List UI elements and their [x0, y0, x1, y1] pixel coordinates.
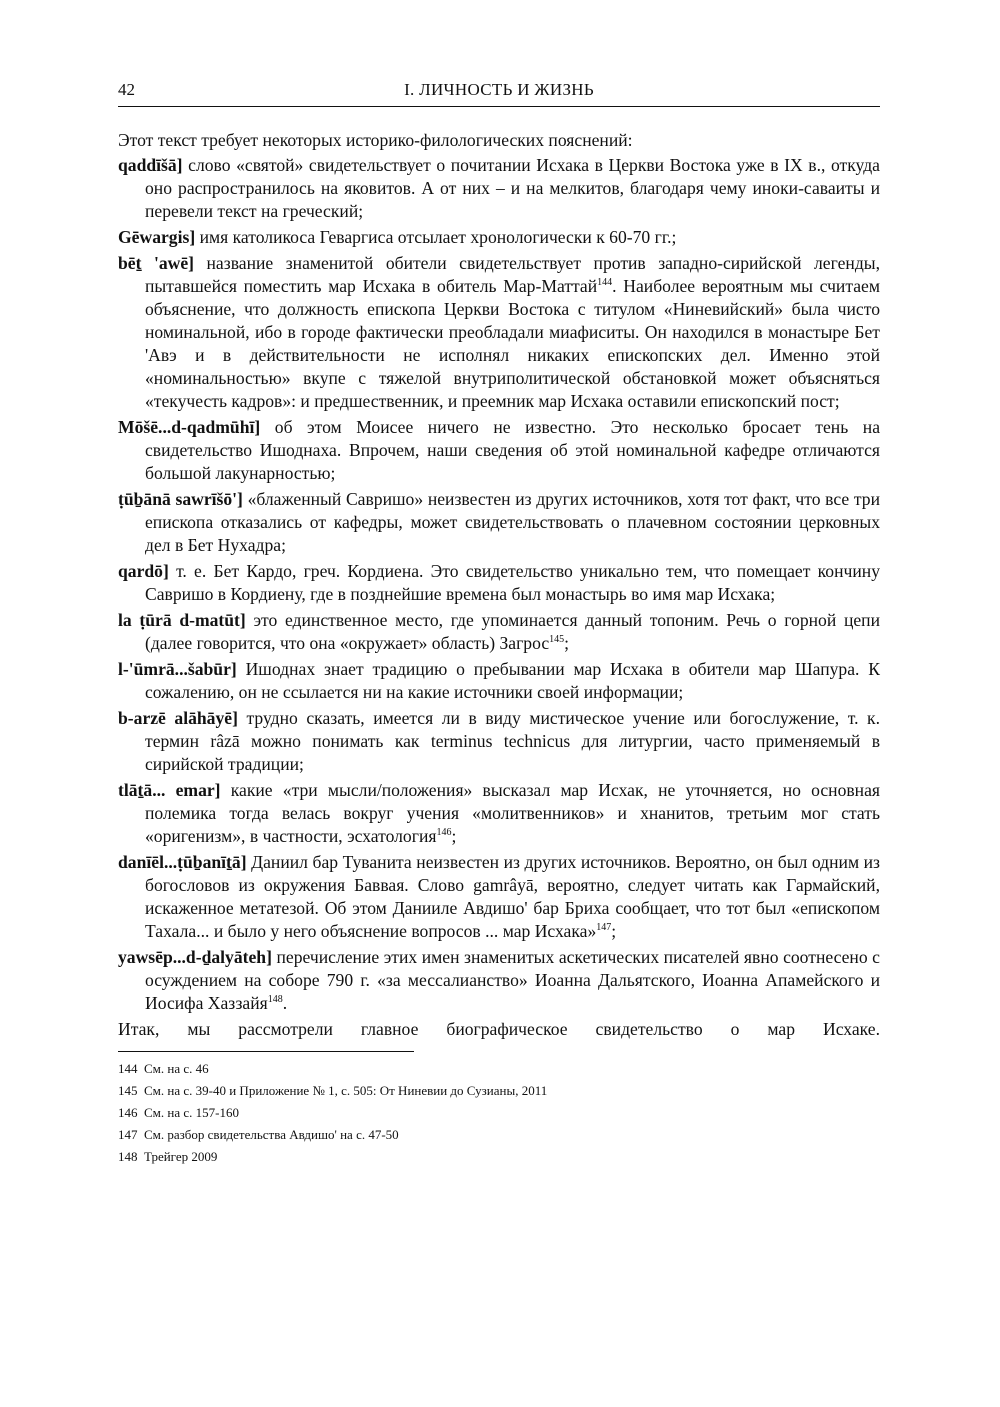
footnote [118, 1146, 880, 1168]
commentary-entry [118, 560, 880, 606]
commentary-entry [118, 416, 880, 485]
footnote-reference[interactable]: 144 [597, 277, 613, 289]
entry-text: «блаженный Савришо» неизвестен из других источников, хотя тот факт, что все три епископа отказались от кафедры, может свидетельствовать о плачевном состоянии церковных дел в Бет Нухадра; [145, 489, 881, 555]
footnote [118, 1080, 880, 1102]
book-page [118, 78, 880, 1168]
commentary-entry [118, 226, 880, 249]
entry-text: Ишоднах знает традицию о пребывании мар Исхака в обители мар Шапура. К сожалению, он не ссылается ни на какие источники своей информации; [145, 659, 880, 702]
footnote-number: 147 [118, 1127, 138, 1142]
footnote-reference[interactable]: 148 [267, 994, 283, 1006]
commentary-entry [118, 154, 880, 223]
entry-text: об этом Моисее ничего не известно. Это несколько бросает тень на свидетельство Ишоднаха. Впрочем, наши сведения об этой номинальной кафедре отличаются большой лакунарностью; [145, 417, 880, 483]
entry-text: т. е. Бет Кардо, греч. Кордиена. Это свидетельство уникально тем, что помещает кончину Савришо в Кордиену, где в позднейшие времена был монастырь во имя мар Исхака; [145, 561, 880, 604]
intro-paragraph: Этот текст требует некоторых историко-филологических пояснений: [118, 130, 633, 150]
entry-text: трудно сказать, имеется ли в виду мистическое учение или богослужение, т. к. термин râzā можно понимать как terminus technicus для литургии, часто применяемый в сирийской традиции; [145, 708, 880, 774]
footnote-number: 144 [118, 1061, 138, 1076]
entry-lemma: ṭūḇānā sawrīšō'] [118, 489, 243, 509]
footnote-text: См. на с. 157-160 [144, 1105, 239, 1120]
commentary-entry [118, 851, 880, 943]
entry-lemma: yawsēp...d-ḏalyāteh] [118, 947, 272, 967]
footnotes [118, 1058, 880, 1168]
commentary-entries [118, 154, 880, 1015]
entry-lemma: bēṯ 'awē] [118, 253, 195, 273]
footnote-reference[interactable]: 145 [549, 634, 565, 646]
page-number: 42 [118, 80, 135, 99]
entry-text: перечисление этих имен знаменитых аскетических писателей явно соотнесено с осуждением на соборе 790 г. «за мессалианство» Иоанна Дальятского, Иоанна Апамейского и Иосифа Хаззайя [145, 947, 880, 1013]
footnote-text: См. разбор свидетельства Авдишо' на с. 47-50 [144, 1127, 399, 1142]
footnote-separator [118, 1051, 414, 1052]
entry-text-continued: ; [451, 826, 457, 846]
entry-lemma: Gēwargis] [118, 227, 196, 247]
entry-text-continued: ; [611, 921, 617, 941]
footnote-text: См. на с. 46 [144, 1061, 209, 1076]
entry-text: имя католикоса Геваргиса отсылает хронологически к 60-70 гг.; [195, 227, 677, 247]
entry-lemma: tlāṯā... emar] [118, 780, 221, 800]
commentary-entry [118, 609, 880, 655]
chapter-title: I. ЛИЧНОСТЬ И ЖИЗНЬ [404, 80, 594, 99]
entry-lemma: l-'ūmrā...šabūr] [118, 659, 237, 679]
footnote-reference[interactable]: 147 [596, 922, 612, 934]
commentary-entry [118, 707, 880, 776]
commentary-entry [118, 779, 880, 848]
closing-paragraph: Итак, мы рассмотрели главное биографическое свидетельство о мар Исхаке. [118, 1019, 880, 1039]
footnote [118, 1124, 880, 1146]
commentary-entry [118, 658, 880, 704]
entry-text: слово «святой» свидетельствует о почитании Исхака в Церкви Востока уже в IX в., откуда оно распространилось на яковитов. А от них – и на мелкитов, благодаря чему иноки-саваиты и перевели текст на греческий; [145, 155, 880, 221]
entry-text: Даниил бар Туванита неизвестен из других источников. Вероятно, он был одним из богословов из окружения Баввая. Слово gamrâyā, вероятно, следует читать как Гармайский, искаженное метатезой. Об этом Данииле Авдишо' бар Бриха сообщает, что тот был «епископом Тахала... и было у него объяснение вопросов ... мар Исхака» [145, 852, 880, 941]
entry-text-continued: ; [564, 633, 570, 653]
running-head [118, 78, 880, 107]
footnote [118, 1058, 880, 1080]
entry-lemma: b-arzē alāhāyē] [118, 708, 238, 728]
commentary-entry [118, 488, 880, 557]
footnote-number: 148 [118, 1149, 138, 1164]
footnote-number: 145 [118, 1083, 138, 1098]
entry-lemma: Mōšē...d-qadmūhī] [118, 417, 261, 437]
footnote-text: Трейгер 2009 [144, 1149, 218, 1164]
entry-lemma: la ṭūrā d-matūt] [118, 610, 246, 630]
entry-text-continued: . Наиболее вероятным мы считаем объяснение, что должность епископа Церкви Востока с титулом «Ниневийский» была чисто номинальной, ибо в городе фактически преобладали миафиситы. Он находился в монастыре Бет 'Авэ и в действительности не исполнял никаких епископских дел. Именно этой «номинальностью» вкупе с тяжелой внутриполитической обстановкой может объясняться «текучесть кадров»: и предшественник, и преемник мар Исхака оставили епископский пост; [145, 276, 881, 411]
entry-lemma: danīēl...ṭūḇanīṯā] [118, 852, 247, 872]
entry-lemma: qaddīšā] [118, 155, 183, 175]
entry-text-continued: . [282, 993, 288, 1013]
entry-lemma: qardō] [118, 561, 169, 581]
entry-text: название знаменитой обители свидетельствует против западно-сирийской легенды, пытавшейся поместить мар Исхака в обитель Мар-Маттай [145, 253, 880, 296]
commentary-entry [118, 946, 880, 1015]
footnote [118, 1102, 880, 1124]
commentary-entry [118, 252, 880, 413]
footnote-number: 146 [118, 1105, 138, 1120]
footnote-reference[interactable]: 146 [436, 827, 452, 839]
entry-text: какие «три мысли/положения» высказал мар Исхак, не уточняется, но основная полемика тогда велась вокруг учения «молитвенников» и хнанитов, третьим мог стать «оригенизм», в частности, эсхатология [145, 780, 880, 846]
footnote-text: См. на с. 39-40 и Приложение № 1, с. 505: От Ниневии до Сузианы, 2011 [144, 1083, 548, 1098]
entry-text: это единственное место, где упоминается данный топоним. Речь о горной цепи (далее говорится, что она «окружает» область) Загрос [145, 610, 880, 653]
